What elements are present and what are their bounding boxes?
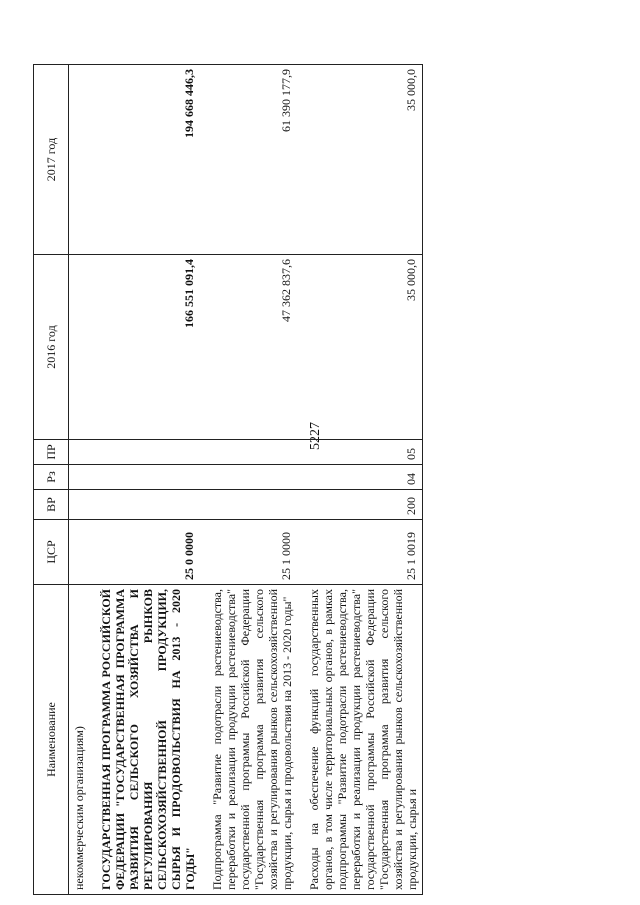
row-rz: 04 [297, 465, 423, 490]
row-csr: 25 0 0000 [89, 520, 200, 585]
header-vr: ВР [34, 490, 69, 520]
budget-table [33, 64, 423, 895]
row-vr: 200 [297, 490, 423, 520]
row-vr [69, 490, 90, 520]
table-header [34, 65, 69, 895]
rotated-page [33, 65, 543, 895]
row-2017: 194 668 446,3 [89, 65, 200, 255]
row-vr [89, 490, 200, 520]
row-pr [89, 440, 200, 465]
row-rz [89, 465, 200, 490]
row-2016 [69, 255, 90, 440]
row-pr [69, 440, 90, 465]
row-pr: 05 [297, 440, 423, 465]
table-row [297, 65, 423, 895]
row-name: Подпрограмма "Развитие подотрасли растениеводства, переработки и реализации продукции растениеводства" государственной программы Российской Федерации "Государственная программа развития сельского хозяйства и регулирования рынков сельскохозяйственной продукции, сырья и продовольствия на 2013 - 2020 годы" [200, 585, 297, 895]
header-csr: ЦСР [34, 520, 69, 585]
header-rz: Рз [34, 465, 69, 490]
row-name: ГОСУДАРСТВЕННАЯ ПРОГРАММА РОССИЙСКОЙ ФЕДЕРАЦИИ "ГОСУДАРСТВЕННАЯ ПРОГРАММА РАЗВИТИЯ СЕЛЬСКОГО ХОЗЯЙСТВА И РЕГУЛИРОВАНИЯ РЫНКОВ СЕЛЬСКОХОЗЯЙСТВЕННОЙ ПРОДУКЦИИ, СЫРЬЯ И ПРОДОВОЛЬСТВИЯ НА 2013 - 2020 ГОДЫ" [89, 585, 200, 895]
row-2016: 35 000,0 [297, 255, 423, 440]
row-rz [200, 465, 297, 490]
table-row [89, 65, 200, 895]
table-row [69, 65, 90, 895]
row-2017: 61 390 177,9 [200, 65, 297, 255]
row-name: некоммерческим организациям) [69, 585, 90, 895]
row-name: Расходы на обеспечение функций государственных органов, в том числе территориальных органов, в рамках подпрограммы "Развитие подотрасли растениеводства, переработки и реализации продукции растениеводства" государственной программы Российской Федерации "Государственная программа развития сельского хозяйства и регулирования рынков сельскохозяйственной продукции, сырья и [297, 585, 423, 895]
table-row [200, 65, 297, 895]
header-2016: 2016 год [34, 255, 69, 440]
row-2017 [69, 65, 90, 255]
page-number: 5227 [308, 422, 323, 450]
header-2017: 2017 год [34, 65, 69, 255]
row-pr [200, 440, 297, 465]
row-csr [69, 520, 90, 585]
row-csr: 25 1 0019 [297, 520, 423, 585]
row-csr: 25 1 0000 [200, 520, 297, 585]
header-pr: ПР [34, 440, 69, 465]
row-2017: 35 000,0 [297, 65, 423, 255]
row-rz [69, 465, 90, 490]
header-name: Наименование [34, 585, 69, 895]
row-2016: 47 362 837,6 [200, 255, 297, 440]
row-2016: 166 551 091,4 [89, 255, 200, 440]
row-vr [200, 490, 297, 520]
